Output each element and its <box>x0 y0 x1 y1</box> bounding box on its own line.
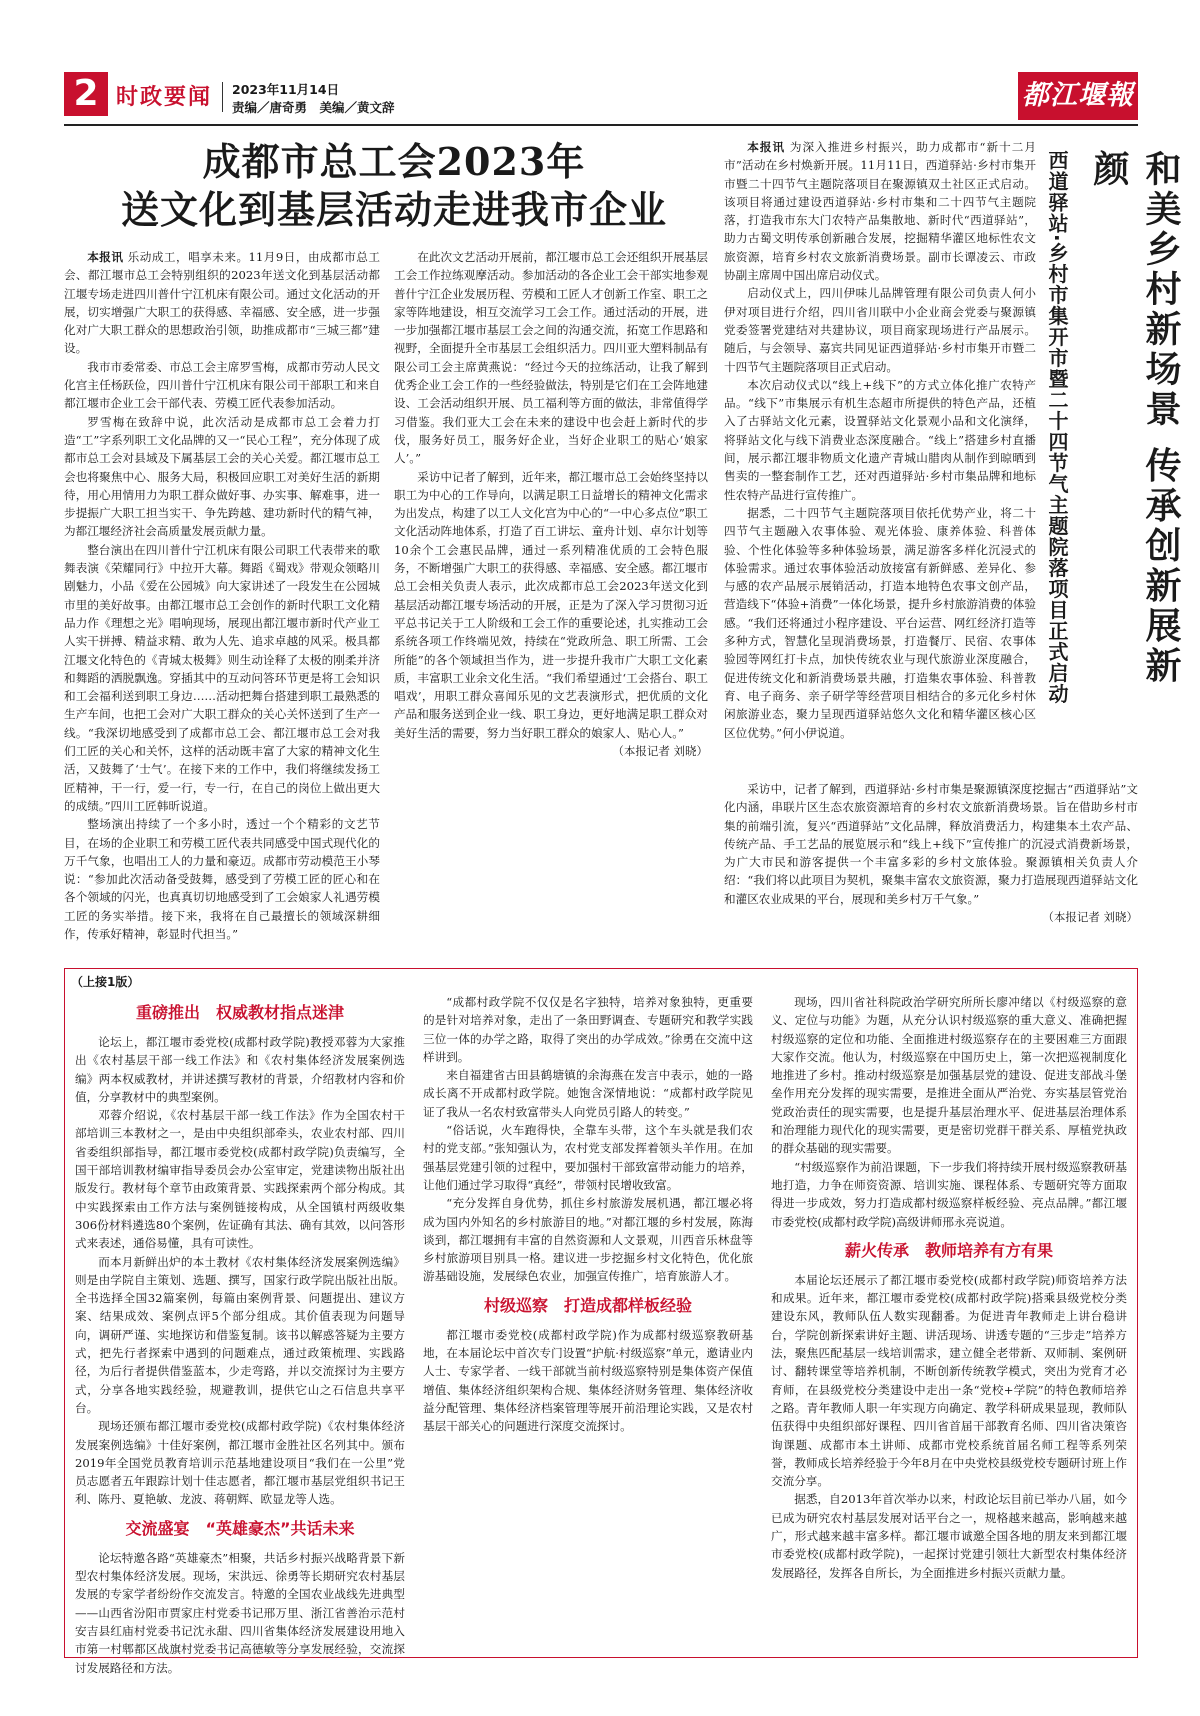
subhead: 村级巡察 打造成都样板经验 <box>483 1295 692 1315</box>
paragraph: 本届论坛还展示了都江堰市委党校(成都村政学院)师资培养方法和成果。近年来，都江堰市委党校(成都村政学院)搭乘县级党校分类建设东风，教师队伍人数实现翻番。为促进青年教师走上讲台稳讲台，学院创新探索讲好主题、讲活现场、讲透专题的“三步走”培养方法，聚焦匹配基层一线培训需求，建立健全老带新、双师制、案例研讨、翻转课堂等培养机制，不断创新传统教学模式，突出为党育才必育师，在县级党校分类建设中走出一条“党校+学院”的特色教师培养之路。青年教师人职一年实现方向确定、教学科研成果显现，教师队伍获得中央组织部好课程、四川省首届干部教育名师、四川省决策咨询课题、成都市本土讲师、成都市党校系统首届名师工程等系列荣誉，教师成长培养经验于今年8月在中央党校县级党校专题研讨班上作交流分享。 <box>771 1272 1127 1489</box>
paragraph: 而本月新鲜出炉的本土教材《农村集体经济发展案例选编》则是由学院自主策划、选题、撰写，国家行政学院出版社出版。全书选择全国32篇案例，每篇由案例背景、问题提出、建议方案、结果成效、案例点评5个部分组成。其价值表现为问题导向，调研严谨、实地探访和借鉴复制。该书以解惑答疑为主要方式，把先行者探索中遇到的问题难点，通过政策梳理、实践路径，为后行者提供借鉴蓝本，少走弯路，并以交流探讨为主要方式，分享各地实践经验，规避教训，提供它山之石信息共享平台。 <box>75 1254 405 1415</box>
section-title: 时政要闻 <box>116 85 213 110</box>
paragraph: “成都村政学院不仅仅是名字独特，培养对象独特，更重要的是针对培养对象，走出了一条田野调查、专题研究和教学实践三位一体的办学之路，取得了突出的办学成效。”徐勇在交流中这样讲到。 <box>423 995 753 1064</box>
paragraph: 论坛特邀各路“英雄豪杰”相聚，共话乡村振兴战略背景下新型农村集体经济发展。现场，宋洪远、徐勇等长期研究农村基层发展的专家学者纷纷作交流发言。特邀的全国农业战线先进典型——山西省汾阳市贾家庄村党委书记邢万里、浙江省善治示范村安吉县红庙村党委书记沈永甜、四川省集体经济发展建设用地入市第一村郫都区战旗村党委书记高德敏等分享发展经验，交流探讨发展路径和方法。 <box>75 1550 405 1675</box>
continuation-col-2 <box>423 993 753 1649</box>
paragraph: 采访中，记者了解到，西道驿站·乡村市集是聚源镇深度挖掘古“西道驿站”文化内涵，串联片区生态农旅资源培育的乡村农文旅新消费场景。旨在借助乡村市集的前端引流，复兴“西道驿站”文化品牌，释放消费活力，构建集本土农产品、传统产品、手工艺品的展览展示和“线上+线下”宣传推广的沉浸式消费新场景，为广大市民和游客提供一个丰富多彩的乡村文旅体验。聚源镇相关负责人介绍：“我们将以此项目为契机，聚集丰富农文旅资源，聚力打造展现西道驿站文化和灌区农业成果的平台，展现和美乡村万千气象。” <box>724 782 1138 906</box>
paragraph: 邓蓉介绍说，《农村基层干部一线工作法》作为全国农村干部培训三本教材之一，是由中央组织部牵头，农业农村部、四川省委组织部指导，都江堰市委党校(成都村政学院)负责编写，全国干部培训教材编审指导委员会办公室审定，党建读物出版社出版发行。教材每个章节由政策背景、实践探索两个部分构成。其中实践探索由工作方法与案例链接构成，从全国镇村两级收集306份材料遴选80个案例，佐证确有其法、确有其效，以问答形式来表述，通俗易懂，具有可读性。 <box>75 1108 405 1251</box>
header-rule <box>64 124 1138 126</box>
paragraph: 本次启动仪式以“线上+线下”的方式立体化推广农特产品。“线下”市集展示有机生态超市所提供的特色产品，还植入了古驿站文化元素，设置驿站文化景观小品和文化演绎，将驿站文化与线下消费业态深度融合。“线上”搭建乡村直播间，展示都江堰非物质文化遗产青城山腊肉从制作到晾晒到售卖的一整套制作工艺，还对西道驿站·乡村市集品牌和地标性农特产品进行宣传推广。 <box>724 377 1036 502</box>
paragraph: 本报讯 为深入推进乡村振兴，助力成都市“新十二月市”活动在乡村焕新开展。11月11日，西道驿站·乡村市集开市暨二十四节气主题院落项目在聚源镇双土社区正式启动。该项目将通过建设西道驿站·乡村市集和二十四节气主题院落，打造我市东大门农特产品集散地、新时代“西道驿站”，助力古蜀文明传承创新融合发展，挖掘精华灌区地标性农文旅资源，培育乡村农文旅新消费场景。副市长谭凌云、市政协副主席周中国出席启动仪式。 <box>724 140 1036 283</box>
paragraph: 在此次文艺活动开展前，都江堰市总工会还组织开展基层工会工作拉练观摩活动。参加活动的各企业工会干部实地参观普什宁江企业发展历程、劳模和工匠人才创新工作室、职工之家等阵地建设，相互交流学习工会工作。通过活动的开展，进一步加强都江堰市基层工会之间的沟通交流，拓宽工作思路和视野，全面提升全市基层工会组织活力。四川亚大塑料制品有限公司工会主席黄燕说：“经过今天的拉练活动，让我了解到优秀企业工会工作的一些经验做法，特别是它们在工会阵地建设、工会活动组织开展、员工福利等方面的做法，非常值得学习借鉴。我们亚大工会在未来的建设中也会赶上新时代的步伐，服务好员工，服务好企业，当好企业职工的贴心‘娘家人’。” <box>394 250 708 466</box>
continuation-col-3 <box>771 993 1127 1649</box>
newspaper-logo: 都江堰報 <box>1018 72 1138 120</box>
lead-mark: 本报讯 <box>747 140 786 154</box>
subhead: 交流盛宴 “英雄豪杰”共话未来 <box>125 1518 355 1538</box>
continuation-label: （上接1版） <box>71 975 140 989</box>
paragraph: 采访中记者了解到，近年来，都江堰市总工会始终坚持以职工为中心的工作导向，以满足职工日益增长的精神文化需求为出发点，构建了以工人文化宫为中心的“一中心多点位”职工文化活动阵地体系，打造了百工讲坛、童舟计划、卓尔计划等10余个工会惠民品牌，通过一系列精准优质的工会特色服务，不断增强广大职工的获得感、幸福感、安全感。都江堰市总工会相关负责人表示，此次成都市总工会2023年送文化到基层活动都江堰专场活动的开展，正是为了深入学习贯彻习近平总书记关于工人阶级和工会工作的重要论述，扎实推动工会系统各项工作终端见效，持续在“党政所急、职工所需、工会所能”的各个领域担当作为，进一步提升我市广大职工文化素质，丰富职工业余文化生活。“我们希望通过‘工会搭台、职工唱戏’，用职工群众喜闻乐见的文艺表演形式，把优质的文化产品和服务送到企业一线、职工身边，更好地满足职工群众对美好生活的需要，努力当好职工群众的娘家人、贴心人。” <box>394 469 708 740</box>
paragraph: “充分发挥自身优势，抓住乡村旅游发展机遇，都江堰必将成为国内外知名的乡村旅游目的地。”对都江堰的乡村发展，陈海谈到，都江堰拥有丰富的自然资源和人文景观，川西音乐林盘等乡村旅游项目别具一格。建议进一步挖掘乡村文化特色，优化旅游基础设施，发展绿色农业，加强宣传推广，培育旅游人才。 <box>423 1196 753 1284</box>
paragraph: 据悉，二十四节气主题院落项目依托优势产业，将二十四节气主题融入农事体验、观光体验、康养体验、科普体验、个性化体验等多种体验场景，满足游客多样化沉浸式的体验需求。通过农事体验活动放接富有新鲜感、差异化、参与感的农产品展示展销活动，打造本地特色农事文创产品，营造线下“体验+消费”一体化场景，提升乡村旅游消费的体验感。“我们还将通过小程序建设、平台运营、网红经济打造等多种方式，智慧化呈现消费场景，打造餐厅、民宿、农事体验园等网红打卡点，加快传统农业与现代旅游业深度融合，促进传统文化和新消费场景共融，打造集农事体验、科普教育、电子商务、亲子研学等经营项目相结合的多元化乡村休闲旅游业态，聚力呈现西道驿站悠久文化和精华灌区核心区区位优势。”何小伊说道。 <box>724 505 1036 740</box>
paragraph: 整场演出持续了一个多小时，透过一个个精彩的文艺节目，在场的企业职工和劳模工匠代表共同感受中国式现代化的万千气象，也唱出工人的力量和豪迈。成都市劳动模范王小琴说：“参加此次活动备受鼓舞，感受到了劳模工匠的匠心和在各个领域的闪光，也真真切切地感受到了工会娘家人礼遇劳模工匠的务实举措。接下来，我将在自己最擅长的领域深耕细作，传承好精神，彰显时代担当。” <box>64 817 380 941</box>
headline-line-1: 成都市总工会2023年 <box>202 139 586 184</box>
paragraph: “村级巡察作为前沿课题，下一步我们将持续开展村级巡察教研基地打造，力争在师资资源、培训实施、课程体系、专题研究等方面取得进一步成效，努力打造成都村级巡察样板经验、亮点品牌。”都江堰市委党校(成都村政学院)高级讲师邢永亮说道。 <box>771 1159 1127 1229</box>
lead-mark: 本报讯 <box>87 250 124 264</box>
subhead: 重磅推出 权威教材指点迷津 <box>135 1003 344 1022</box>
page-number-badge: 2 <box>64 72 108 116</box>
article1-col-1 <box>64 248 380 964</box>
headline-line-2: 送文化到基层活动走进我市企业 <box>120 187 667 232</box>
subhead: 薪火传承 教师培养有方有果 <box>844 1240 1053 1260</box>
paragraph: 都江堰市委党校(成都村政学院)作为成都村级巡察教研基地，在本届论坛中首次专门设置“护航·村级巡察”单元，邀请业内人士、专家学者、一线干部就当前村级巡察特别是集体资产保值增值、集体经济组织架构合规、集体经济财务管理、集体经济收益分配管理、集体经济档案管理等展开前沿理论实践，又是农村基层干部关心的问题进行深度交流探讨。 <box>423 1327 753 1434</box>
paragraph: 整台演出在四川普什宁江机床有限公司职工代表带来的歌舞表演《荣耀同行》中拉开大幕。舞蹈《蜀戏》带观众领略川剧魅力，小品《爱在公园城》向大家讲述了一段发生在公园城市里的美好故事。由都江堰市总工会创作的新时代职工文化精品力作《理想之光》唱响现场，展现出都江堰市新时代产业工人实干拼搏、精益求精、敢为人先、追求卓越的风采。极具都江堰文化特色的《青城太极舞》则生动诠释了太极的刚柔并济和舞蹈的洒脱飘逸。穿插其中的互动问答环节更是将工会知识和工会福利送到职工身边……活动把舞台搭建到职工最熟悉的生产车间，也把工会对广大职工群众的关心关怀送到了生产一线。“我深切地感受到了成都市总工会、都江堰市总工会对我们工匠的关心和关怀，这样的活动既丰富了大家的精神文化生活，又鼓舞了‘士气’。在接下来的工作中，我们将继续发扬工匠精神，干一行，爱一行，专一行，在自己的岗位上做出更大的成绩。”四川工匠韩昕说道。 <box>64 542 380 813</box>
paragraph: 来自福建省古田县鹤塘镇的余海燕在发言中表示，她的一路成长离不开成都村政学院。她饱含深情地说：“成都村政学院见证了我从一名农村致富带头人向党员引路人的转变。” <box>423 1068 753 1119</box>
byline: （本报记者 刘晓） <box>612 744 708 759</box>
editor-line: 责编／唐奇勇 美编／黄文辞 <box>232 100 395 115</box>
continuation-col-1 <box>75 993 405 1675</box>
paragraph: 本报讯 乐动成工，唱享未来。11月9日，由成都市总工会、都江堰市总工会特别组织的2023年送文化到基层活动都江堰专场走进四川普什宁江机床有限公司。通过文化活动的开展，切实增强广大职工的获得感、幸福感、安全感，进一步强化对广大职工群众的思想政治引领，助推成都市“三城三都”建设。 <box>64 250 380 356</box>
article2-col-upper <box>724 138 1036 780</box>
paragraph: “俗话说，火车跑得快，全靠车头带，这个车头就是我们农村的党支部。”张知强认为，农村党支部发挥着领头羊作用。在加强基层党建引领的过程中，要加强村干部致富带动能力的培养，让他们通过学习取得“真经”，带领村民增收致富。 <box>423 1123 753 1192</box>
paragraph: 我市市委常委、市总工会主席罗雪梅，成都市劳动人民文化宫主任杨跃俭，四川普什宁江机床有限公司干部职工和来自都江堰市企业工会干部代表、劳模工匠代表参加活动。 <box>64 359 380 411</box>
paragraph: 论坛上，都江堰市委党校(成都村政学院)教授邓蓉为大家推出《农村基层干部一线工作法》和《农村集体经济发展案例选编》两本权威教材，并讲述撰写教材的背景，介绍教材内容和价值，分享教材中的典型案例。 <box>75 1035 405 1104</box>
paragraph: 罗雪梅在致辞中说，此次活动是成都市总工会着力打造“工”字系列职工文化品牌的又一“民心工程”，充分体现了成都市总工会对县域及下属基层工会的关心关爱。都江堰市总工会也将聚焦中心、服务大局，积极回应职工对美好生活的新期待，用心用情用力为职工群众做好事、办实事、解难事，进一步提振广大职工担当实干、争先跨越、建功新时代的精气神，为都江堰经济社会高质量发展贡献力量。 <box>64 414 380 539</box>
header-divider <box>222 82 223 112</box>
article2-headline: 和美乡村新场景 传承创新展新颜 <box>1088 150 1181 687</box>
paragraph: 现场，四川省社科院政治学研究所所长廖冲绪以《村级巡察的意义、定位与功能》为题，从充分认识村级巡察的重大意义、准确把握村级巡察的定位和功能、全面推进村级巡察存在的主要困难三方面跟大家作交流。他认为，村级巡察在中国历史上，第一次把巡视制度化地推进了乡村。推动村级巡察是加强基层党的建设、促进支部战斗堡垒作用充分发挥的现实需要，是推进全面从严治党、夯实基层管党治党政治责任的现实需要，也是提升基层治理水平、促进基层治理体系和治理能力现代化的现实需要，更是密切党群干群关系、厚植党执政的群众基础的现实需要。 <box>771 995 1127 1156</box>
article1-col-2 <box>394 248 708 964</box>
byline: （本报记者 刘晓） <box>1042 910 1138 925</box>
paragraph: 启动仪式上，四川伊味儿品牌管理有限公司负责人何小伊对项目进行介绍，四川省川联中小企业商会党委与聚源镇党委签署党建结对共建协议，项目商家现场进行产品展示。随后，与会领导、嘉宾共同见证西道驿站·乡村市集开市暨二十四节气主题院落项目正式启动。 <box>724 286 1036 374</box>
issue-date: 2023年11月14日 <box>232 82 340 97</box>
article1-headline <box>64 138 724 234</box>
continuation-box <box>64 968 1138 1675</box>
paragraph: 据悉，自2013年首次举办以来，村政论坛目前已举办八届，如今已成为研究农村基层发展对话平台之一，规格越来越高，影响越来越广，形式越来越丰富多样。都江堰市诚邀全国各地的朋友来到都江堰市委党校(成都村政学院)，一起探讨党建引领壮大新型农村集体经济发展路径，发挥各自所长，为全面推进乡村振兴贡献力量。 <box>771 1492 1127 1580</box>
paragraph: 现场还颁布都江堰市委党校(成都村政学院)《农村集体经济发展案例选编》十佳好案例，都江堰市金胜社区名列其中。颁布2019年全国党员教育培训示范基地建设项目“我们在一公里”党员志愿者五年跟踪计划十佳志愿者，都江堰市基层党组织书记王利、陈丹、夏艳敏、龙波、蒋朝辉、欧显龙等人选。 <box>75 1419 405 1507</box>
article2-subheadline: 西道驿站·乡村市集开市暨二十四节气主题院落项目正式启动 <box>1045 150 1069 705</box>
article2-col-lower <box>724 780 1138 958</box>
